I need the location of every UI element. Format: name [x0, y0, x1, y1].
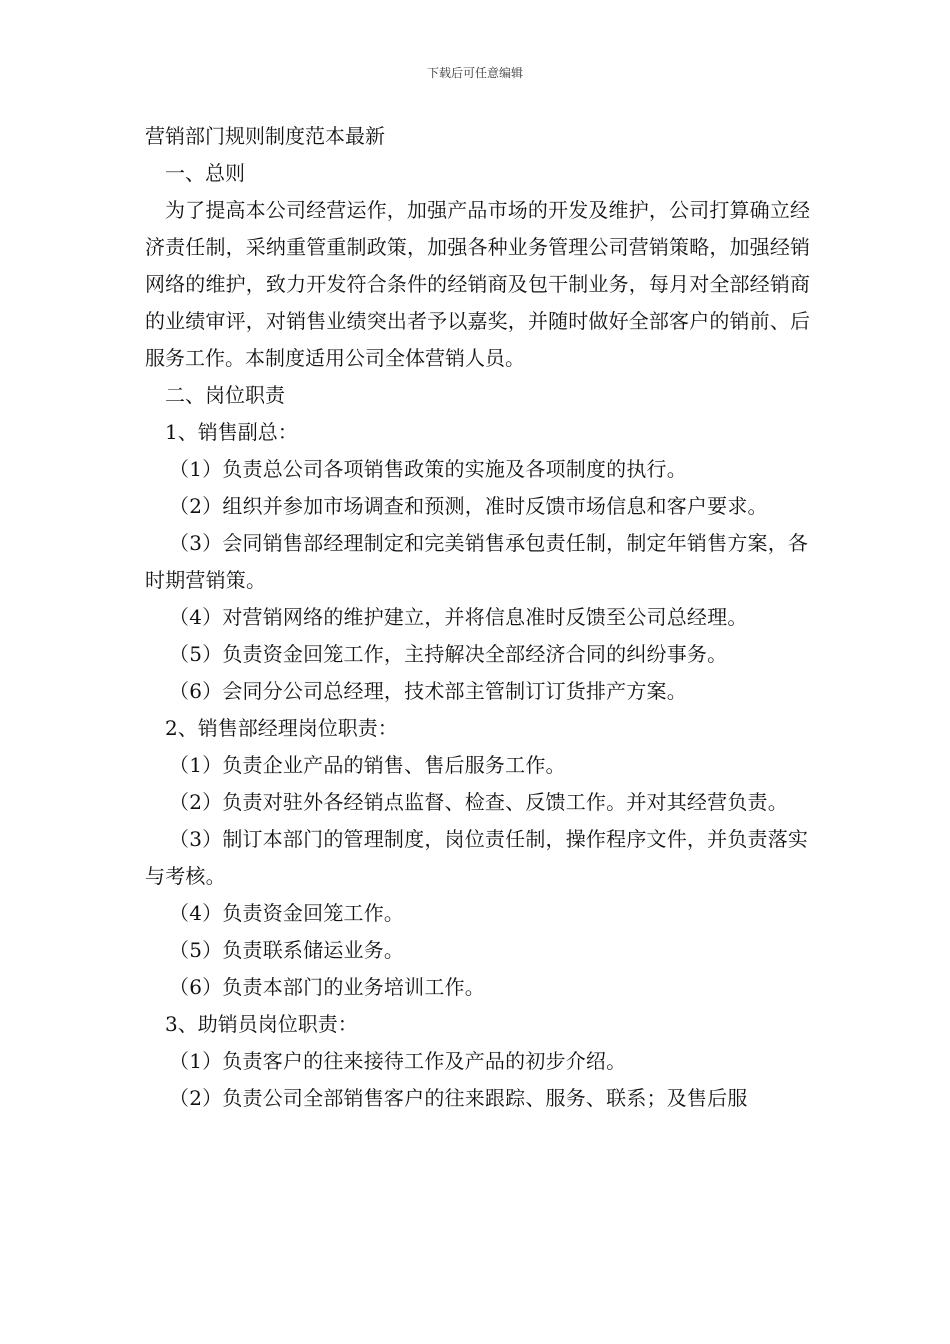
list-item: （2）负责对驻外各经销点监督、检查、反馈工作。并对其经营负责。	[169, 790, 788, 814]
document-body	[145, 118, 810, 1117]
list-item: （5）负责资金回笼工作，主持解决全部经济合同的纠纷事务。	[169, 642, 728, 666]
list-item: （2）负责公司全部销售客户的往来跟踪、服务、联系；及售后服	[169, 1086, 748, 1110]
section-heading-general: 一、总则	[165, 161, 245, 185]
list-item: （4）对营销网络的维护建立，并将信息准时反馈至公司总经理。	[169, 605, 748, 629]
list-item: （5）负责联系储运业务。	[169, 938, 405, 962]
list-item: （3）会同销售部经理制定和完美销售承包责任制，制定年销售方案，各时期营销策。	[145, 531, 809, 592]
list-item: （1）负责总公司各项销售政策的实施及各项制度的执行。	[169, 457, 687, 481]
list-item: （3）制订本部门的管理制度，岗位责任制，操作程序文件，并负责落实与考核。	[145, 827, 809, 888]
page-header: 下载后可任意编辑	[426, 66, 523, 80]
list-item: （4）负责资金回笼工作。	[169, 901, 405, 925]
paragraph-general: 为了提高本公司经营运作，加强产品市场的开发及维护，公司打算确立经济责任制，采纳重管重制政策，加强各种业务管理公司营销策略，加强经销网络的维护，致力开发符合条件的经销商及包干制业务，每月对全部经销商的业绩审评，对销售业绩突出者予以嘉奖，并随时做好全部客户的销前、后服务工作。本制度适用公司全体营销人员。	[145, 198, 810, 370]
document-title: 营销部门规则制度范本最新	[145, 124, 385, 148]
list-item: （2）组织并参加市场调查和预测，准时反馈市场信息和客户要求。	[169, 494, 768, 518]
list-item: （1）负责企业产品的销售、售后服务工作。	[169, 753, 566, 777]
role-heading-sales-manager: 2、销售部经理岗位职责：	[165, 716, 398, 740]
role-heading-sales-vp: 1、销售副总：	[165, 420, 298, 444]
list-item: （1）负责客户的往来接待工作及产品的初步介绍。	[169, 1049, 627, 1073]
list-item: （6）会同分公司总经理，技术部主管制订订货排产方案。	[169, 679, 687, 703]
list-item: （6）负责本部门的业务培训工作。	[169, 975, 485, 999]
section-heading-duties: 二、岗位职责	[165, 383, 285, 407]
role-heading-sales-assistant: 3、助销员岗位职责：	[165, 1012, 358, 1036]
